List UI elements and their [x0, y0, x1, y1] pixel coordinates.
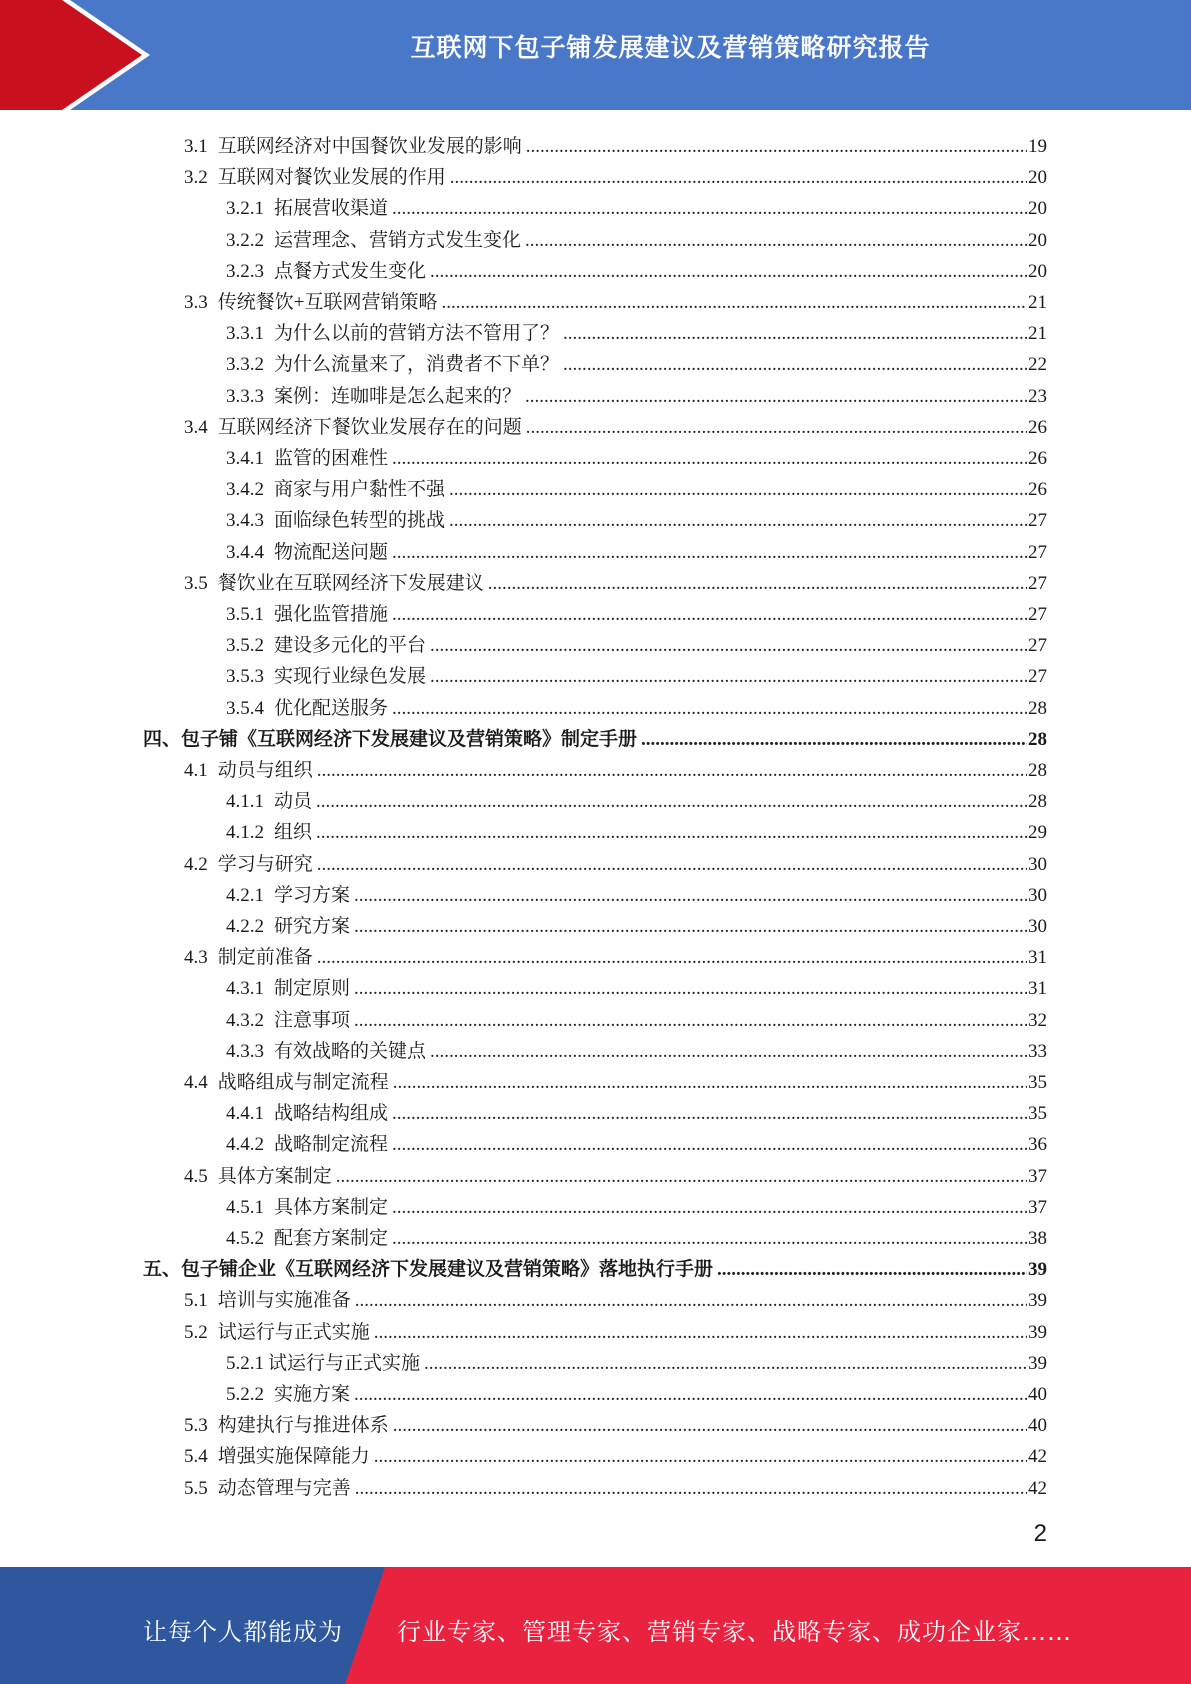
toc-entry-title: 战略结构组成	[274, 1103, 389, 1125]
toc-entry-page: 20	[1028, 229, 1047, 251]
toc-entry-page: 39	[1028, 1352, 1047, 1374]
toc-entry[interactable]	[226, 814, 1047, 845]
toc-entry-number: 4.5.2	[226, 1228, 264, 1249]
toc-entry-page: 33	[1028, 1040, 1047, 1062]
toc-entry-page: 28	[1028, 760, 1047, 781]
toc-dot-leader	[374, 1445, 1027, 1469]
toc-entry-page: 26	[1028, 448, 1047, 469]
toc-entry-page: 39	[1028, 1259, 1047, 1281]
toc-dot-leader	[525, 385, 1027, 409]
toc-entry[interactable]	[184, 1064, 1047, 1095]
toc-dot-leader	[488, 572, 1027, 596]
toc-entry-title: 制定前准备	[217, 947, 313, 969]
toc-entry[interactable]	[226, 346, 1047, 377]
toc-entry[interactable]	[143, 1251, 1047, 1282]
page-number: 2	[1033, 1520, 1047, 1547]
toc-entry-number: 3.3	[184, 292, 208, 313]
toc-entry-title: 建设多元化的平台	[274, 635, 427, 657]
toc-entry-number: 3.3.2	[226, 354, 264, 376]
toc-entry-number: 3.1	[184, 136, 208, 157]
toc-entry[interactable]	[184, 846, 1047, 877]
toc-entry-number: 3.2.2	[226, 229, 264, 251]
toc-entry[interactable]	[226, 1220, 1047, 1251]
toc-entry[interactable]	[226, 783, 1047, 814]
toc-entry-number: 4.4.2	[226, 1134, 264, 1156]
toc-dot-leader	[392, 1102, 1027, 1126]
toc-entry-title: 研究方案	[274, 916, 351, 937]
toc-entry-page: 20	[1028, 198, 1047, 220]
toc-entry-page: 40	[1028, 1384, 1047, 1405]
toc-dot-leader	[354, 1009, 1027, 1033]
toc-entry[interactable]	[226, 1033, 1047, 1064]
toc-entry-page: 27	[1028, 510, 1047, 532]
toc-entry[interactable]	[226, 908, 1047, 939]
toc-entry-page: 28	[1028, 728, 1047, 750]
toc-entry-number: 5.5	[184, 1477, 208, 1499]
toc-entry-page: 38	[1028, 1228, 1047, 1249]
toc-entry-number: 4.2.1	[226, 884, 264, 906]
toc-dot-leader	[430, 665, 1027, 689]
toc-dot-leader	[563, 322, 1027, 346]
toc-dot-leader	[354, 977, 1027, 1001]
toc-entry-title: 有效战略的关键点	[274, 1040, 427, 1062]
toc-entry-title: 监管的困难性	[274, 448, 389, 469]
toc-entry-number: 5.3	[184, 1415, 208, 1437]
toc-entry-title: 互联网对餐饮业发展的作用	[217, 167, 446, 189]
toc-entry[interactable]	[184, 1314, 1047, 1345]
toc-dot-leader	[525, 229, 1027, 253]
footer-tagline: 行业专家、管理专家、营销专家、战略专家、成功企业家……	[397, 1618, 1072, 1646]
toc-entry-page: 35	[1028, 1103, 1047, 1125]
toc-dot-leader	[317, 853, 1027, 877]
toc-entry[interactable]	[226, 190, 1047, 221]
toc-entry-number: 3.3.3	[226, 385, 264, 407]
toc-dot-leader	[354, 1383, 1027, 1407]
toc-dot-leader	[563, 353, 1027, 377]
toc-entry-number: 3.5	[184, 572, 208, 594]
toc-entry-title: 具体方案制定	[274, 1196, 389, 1218]
toc-entry-title: 传统餐饮+互联网营销策略	[217, 292, 438, 313]
toc-entry-number: 3.5.4	[226, 697, 264, 719]
toc-entry-number: 4.1	[184, 760, 208, 781]
toc-entry-title: 战略组成与制定流程	[217, 1072, 389, 1093]
toc-entry-title: 具体方案制定	[217, 1165, 332, 1187]
toc-entry-title: 面临绿色转型的挑战	[274, 510, 446, 532]
toc-dot-leader	[354, 915, 1027, 939]
toc-entry[interactable]	[226, 502, 1047, 533]
toc-entry-title: 为什么以前的营销方法不管用了？	[274, 323, 560, 345]
toc-entry-page: 27	[1028, 541, 1047, 563]
toc-dot-leader	[336, 1165, 1027, 1189]
toc-entry[interactable]	[184, 1470, 1047, 1501]
toc-entry-title: 构建执行与推进体系	[217, 1415, 389, 1437]
toc-entry[interactable]	[226, 315, 1047, 346]
toc-entry-title: 强化监管措施	[274, 604, 389, 625]
toc-entry[interactable]	[226, 378, 1047, 409]
toc-entry-page: 39	[1028, 1321, 1047, 1343]
toc-entry[interactable]	[184, 752, 1047, 783]
toc-entry[interactable]	[226, 534, 1047, 565]
toc-entry-title: 组织	[274, 822, 313, 844]
toc-entry[interactable]	[226, 471, 1047, 502]
toc-dot-leader	[441, 291, 1027, 315]
toc-entry-number: 4.2	[184, 853, 208, 875]
toc-dot-leader	[424, 1352, 1027, 1376]
toc-dot-leader	[392, 541, 1027, 565]
toc-entry-page: 31	[1028, 947, 1047, 969]
toc-entry-page: 21	[1028, 292, 1047, 313]
toc-entry-title: 动员	[274, 791, 313, 813]
toc-dot-leader	[717, 1258, 1027, 1282]
document-title: 互联网下包子铺发展建议及营销策略研究报告	[410, 33, 931, 62]
toc-entry-number: 3.4.2	[226, 479, 264, 501]
toc-entry-title: 试运行与正式实施	[217, 1321, 370, 1343]
toc-dot-leader	[393, 1071, 1027, 1095]
toc-entry[interactable]	[226, 970, 1047, 1001]
toc-entry-title: 为什么流量来了，消费者不下单？	[274, 354, 560, 376]
toc-entry-title: 拓展营收渠道	[274, 198, 389, 220]
toc-entry[interactable]	[226, 1002, 1047, 1033]
toc-entry-page: 30	[1028, 853, 1047, 875]
toc-entry-page: 37	[1028, 1165, 1047, 1187]
toc-entry-page: 29	[1028, 822, 1047, 844]
toc-entry[interactable]	[226, 1095, 1047, 1126]
toc-entry-title: 配套方案制定	[274, 1228, 389, 1249]
toc-entry-number: 5.4	[184, 1446, 208, 1468]
toc-entry-page: 27	[1028, 572, 1047, 594]
page-footer	[0, 1567, 1191, 1684]
toc-entry-title: 物流配送问题	[274, 541, 389, 563]
toc-entry[interactable]	[184, 565, 1047, 596]
toc-entry-page: 21	[1028, 323, 1047, 345]
toc-entry[interactable]	[184, 939, 1047, 970]
toc-dot-leader	[449, 478, 1027, 502]
toc-dot-leader	[392, 197, 1027, 221]
toc-entry-page: 42	[1028, 1446, 1047, 1468]
toc-entry-number: 3.2	[184, 167, 208, 189]
toc-entry-title: 案例：连咖啡是怎么起来的？	[274, 385, 522, 407]
toc-entry-title: 互联网经济对中国餐饮业发展的影响	[217, 136, 522, 157]
toc-entry-number: 4.3.1	[226, 978, 264, 1000]
toc-dot-leader	[354, 884, 1027, 908]
toc-entry[interactable]	[226, 253, 1047, 284]
toc-entry-page: 31	[1028, 978, 1047, 1000]
toc-entry[interactable]	[184, 1407, 1047, 1438]
toc-entry-page: 28	[1028, 697, 1047, 719]
toc-entry-number: 4.4	[184, 1072, 208, 1093]
toc-entry-title: 动态管理与完善	[217, 1477, 351, 1499]
toc-dot-leader	[392, 697, 1027, 721]
toc-entry-title: 增强实施保障能力	[217, 1446, 370, 1468]
toc-dot-leader	[450, 166, 1027, 190]
toc-entry-number: 4.3	[184, 947, 208, 969]
toc-dot-leader	[526, 135, 1027, 159]
toc-entry-number: 4.5	[184, 1165, 208, 1187]
toc-dot-leader	[317, 946, 1027, 970]
toc-entry-number: 3.5.2	[226, 635, 264, 657]
toc-entry[interactable]	[184, 409, 1047, 440]
toc-entry-title: 互联网经济下餐饮业发展存在的问题	[217, 416, 522, 438]
toc-entry[interactable]	[226, 658, 1047, 689]
toc-entry-number: 5.2.1	[226, 1352, 264, 1374]
toc-entry[interactable]	[184, 159, 1047, 190]
toc-entry-number: 5.2	[184, 1321, 208, 1343]
toc-entry[interactable]	[184, 284, 1047, 315]
toc-entry-title: 运营理念、营销方式发生变化	[274, 229, 522, 251]
toc-dot-leader	[392, 1227, 1027, 1251]
toc-entry-number: 4.1.1	[226, 791, 264, 813]
toc-entry-page: 23	[1028, 385, 1047, 407]
toc-dot-leader	[449, 509, 1027, 533]
toc-entry-title: 学习与研究	[217, 853, 313, 875]
toc-entry-number: 5.1	[184, 1290, 208, 1312]
toc-entry[interactable]	[226, 596, 1047, 627]
page-header	[0, 0, 1191, 110]
toc-entry-page: 28	[1028, 791, 1047, 813]
toc-dot-leader	[317, 759, 1027, 783]
toc-dot-leader	[392, 1196, 1027, 1220]
toc-entry-page: 30	[1028, 884, 1047, 906]
toc-entry[interactable]	[184, 1438, 1047, 1469]
toc-entry-page: 42	[1028, 1477, 1047, 1499]
toc-entry-number: 5.2.2	[226, 1384, 264, 1405]
toc-entry-title: 商家与用户黏性不强	[274, 479, 446, 501]
toc-entry-number: 3.4	[184, 416, 208, 438]
toc-dot-leader	[374, 1321, 1027, 1345]
toc-entry-title: 实施方案	[274, 1384, 351, 1405]
toc-dot-leader	[430, 634, 1027, 658]
toc-entry[interactable]	[226, 222, 1047, 253]
toc-entry-title: 餐饮业在互联网经济下发展建议	[217, 572, 484, 594]
toc-entry-number: 4.5.1	[226, 1196, 264, 1218]
toc-entry-page: 27	[1028, 604, 1047, 625]
footer-slogan: 让每个人都能成为	[143, 1618, 343, 1646]
toc-entry[interactable]	[226, 627, 1047, 658]
toc-entry-page: 37	[1028, 1196, 1047, 1218]
toc-dot-leader	[355, 1289, 1027, 1313]
toc-entry-title: 战略制定流程	[274, 1134, 389, 1156]
toc-entry[interactable]	[226, 440, 1047, 471]
toc-entry-number: 3.5.3	[226, 666, 264, 688]
toc-entry-title: 包子铺企业《互联网经济下发展建议及营销策略》落地执行手册	[181, 1259, 714, 1281]
toc-dot-leader	[392, 447, 1027, 471]
toc-dot-leader	[392, 1133, 1027, 1157]
toc-entry-number: 3.4.4	[226, 541, 264, 563]
toc-entry[interactable]	[184, 1282, 1047, 1313]
toc-entry-title: 试运行与正式实施	[268, 1352, 421, 1374]
toc-entry[interactable]	[184, 128, 1047, 159]
toc-dot-leader	[316, 821, 1027, 845]
toc-entry-title: 学习方案	[274, 884, 351, 906]
toc-entry-number: 四、	[143, 728, 182, 750]
toc-entry-number: 3.4.1	[226, 448, 264, 469]
toc-dot-leader	[430, 260, 1027, 284]
toc-entry-page: 36	[1028, 1134, 1047, 1156]
toc-entry-title: 点餐方式发生变化	[274, 260, 427, 282]
toc-entry[interactable]	[226, 1376, 1047, 1407]
toc-entry-number: 4.2.2	[226, 916, 264, 937]
toc-entry-page: 32	[1028, 1009, 1047, 1031]
toc-entry-number: 3.2.3	[226, 260, 264, 282]
toc-dot-leader	[392, 603, 1027, 627]
toc-entry[interactable]	[226, 1126, 1047, 1157]
toc-entry[interactable]	[226, 877, 1047, 908]
toc-entry-number: 4.1.2	[226, 822, 264, 844]
toc-entry-title: 优化配送服务	[274, 697, 389, 719]
toc-entry-number: 4.3.3	[226, 1040, 264, 1062]
toc-entry-number: 3.2.1	[226, 198, 264, 220]
toc-entry-page: 35	[1028, 1072, 1047, 1093]
toc-entry-number: 3.3.1	[226, 323, 264, 345]
toc-entry-number: 3.5.1	[226, 604, 264, 625]
toc-dot-leader	[355, 1477, 1027, 1501]
toc-entry-page: 26	[1028, 416, 1047, 438]
toc-entry-number: 4.4.1	[226, 1103, 264, 1125]
toc-entry-page: 27	[1028, 666, 1047, 688]
toc-entry-number: 3.4.3	[226, 510, 264, 532]
toc-entry-page: 19	[1028, 136, 1047, 157]
toc-dot-leader	[641, 728, 1027, 752]
toc-entry-page: 20	[1028, 260, 1047, 282]
toc-dot-leader	[316, 790, 1027, 814]
toc-entry-title: 制定原则	[274, 978, 351, 1000]
toc-dot-leader	[526, 416, 1027, 440]
toc-dot-leader	[430, 1040, 1027, 1064]
toc-entry-title: 实现行业绿色发展	[274, 666, 427, 688]
toc-entry[interactable]	[184, 1158, 1047, 1189]
toc-entry-number: 4.3.2	[226, 1009, 264, 1031]
toc-entry-title: 培训与实施准备	[217, 1290, 351, 1312]
toc-entry-title: 动员与组织	[217, 760, 313, 781]
toc-entry[interactable]	[143, 721, 1047, 752]
toc-entry-page: 39	[1028, 1290, 1047, 1312]
toc-entry-page: 22	[1028, 354, 1047, 376]
toc-entry-page: 26	[1028, 479, 1047, 501]
toc-entry-page: 20	[1028, 167, 1047, 189]
toc-dot-leader	[393, 1414, 1027, 1438]
toc-entry[interactable]	[226, 1345, 1047, 1376]
toc-entry-number: 五、	[143, 1259, 182, 1281]
toc-entry[interactable]	[226, 690, 1047, 721]
toc-entry-title: 包子铺《互联网经济下发展建议及营销策略》制定手册	[181, 728, 638, 750]
toc-entry-page: 40	[1028, 1415, 1047, 1437]
toc-entry[interactable]	[226, 1189, 1047, 1220]
toc-entry-title: 注意事项	[274, 1009, 351, 1031]
toc-entry-page: 30	[1028, 916, 1047, 937]
toc-entry-page: 27	[1028, 635, 1047, 657]
